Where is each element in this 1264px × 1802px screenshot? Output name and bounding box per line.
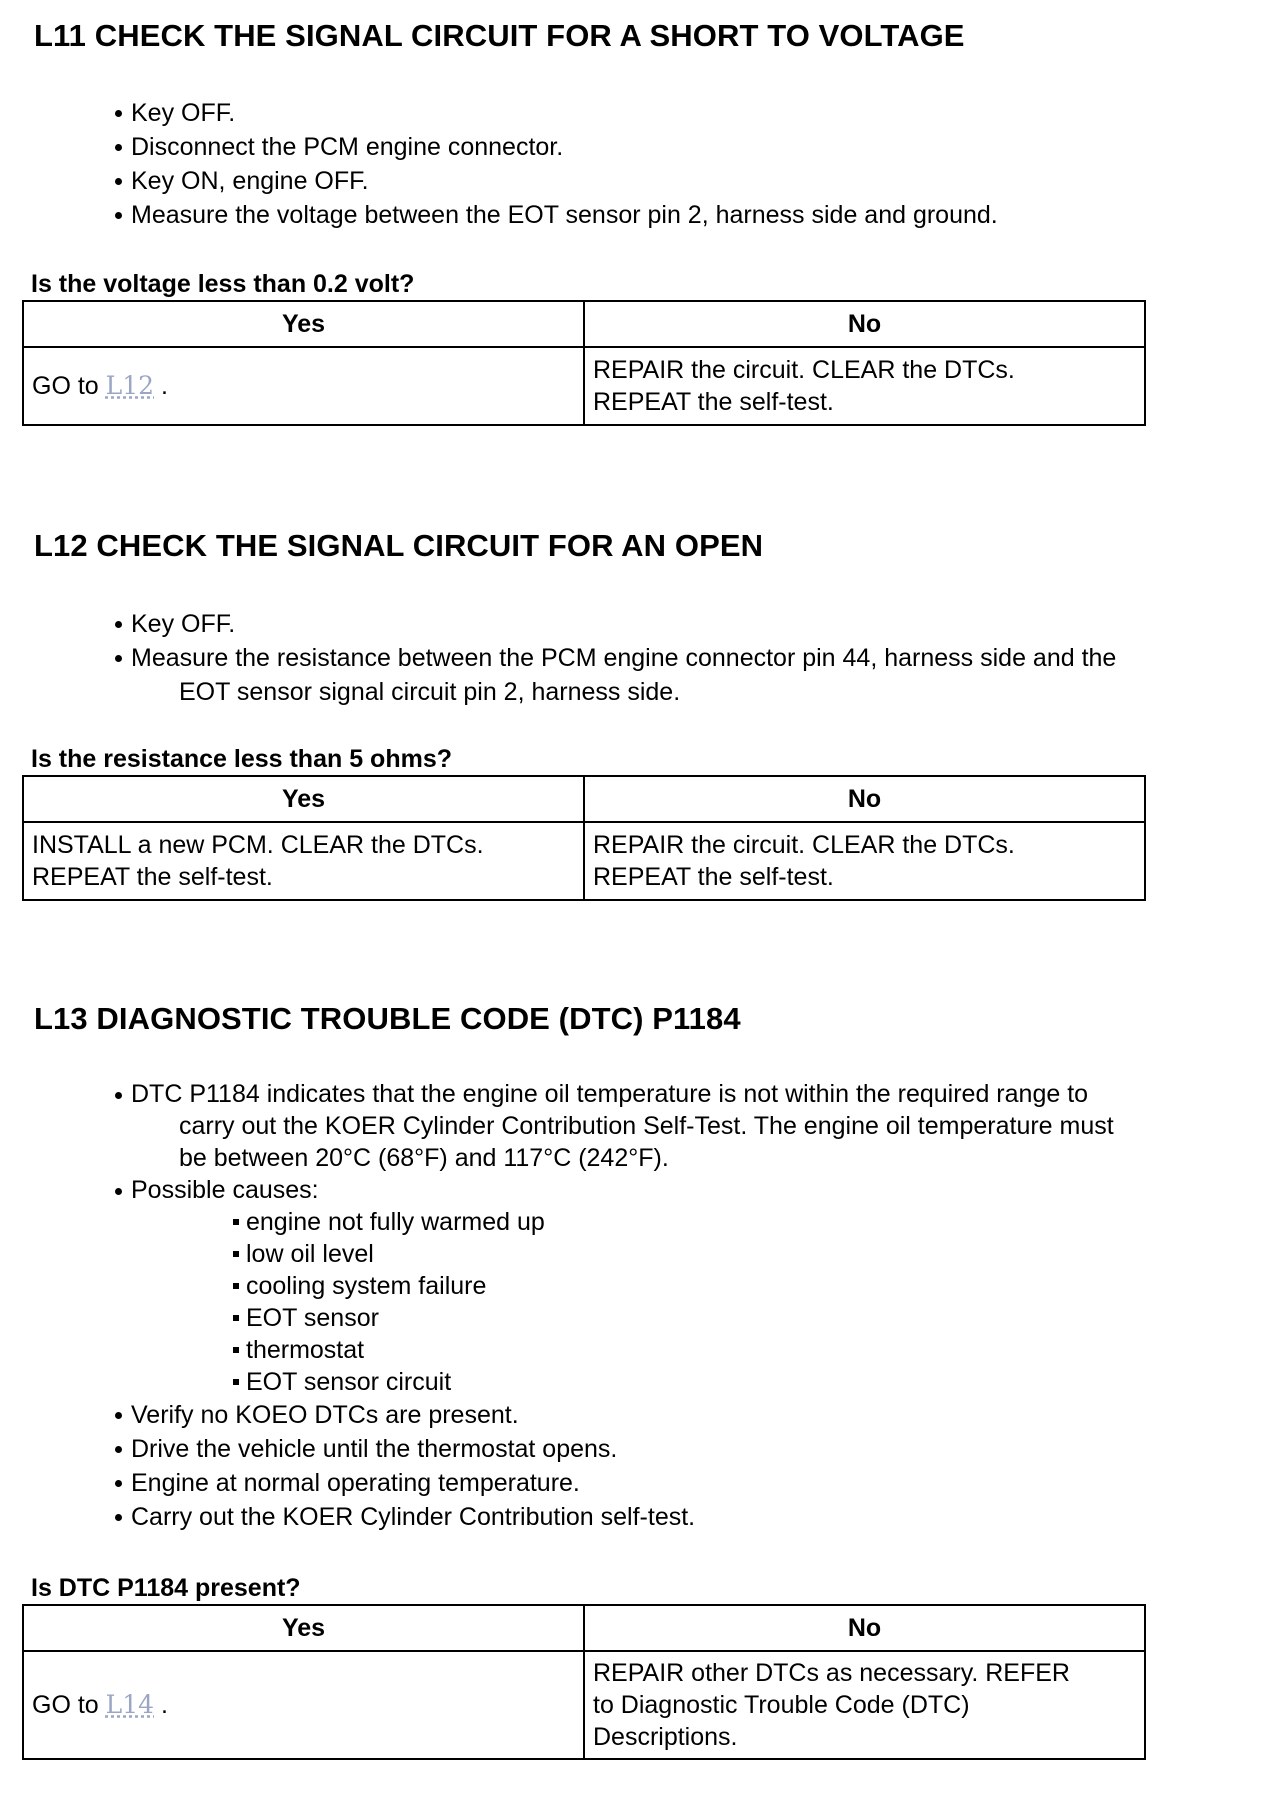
yes-cell: [23, 347, 584, 425]
step-item: [113, 641, 1116, 709]
yes-cell: [23, 1651, 584, 1759]
step-item: [113, 1078, 1114, 1174]
step-item: Drive the vehicle until the thermostat opens.: [113, 1432, 1114, 1466]
yes-prefix: GO to: [32, 372, 99, 400]
yes-suffix: .: [161, 372, 168, 400]
no-line: to Diagnostic Trouble Code (DTC): [593, 1691, 970, 1719]
goto-l14-link[interactable]: L14: [105, 1690, 155, 1719]
step-list-l11: [113, 96, 998, 232]
yes-header: Yes: [23, 776, 584, 822]
step-line-continued: be between 20°C (68°F) and 117°C (242°F).: [179, 1144, 669, 1172]
section-title-l11: L11 CHECK THE SIGNAL CIRCUIT FOR A SHORT TO VOLTAGE: [34, 18, 965, 53]
no-cell: [584, 347, 1145, 425]
step-item: Key OFF.: [113, 96, 998, 130]
table-row: [23, 822, 1145, 900]
cause-item: thermostat: [232, 1334, 1114, 1366]
no-line: REPAIR the circuit. CLEAR the DTCs.: [593, 831, 1015, 859]
goto-l12-link[interactable]: L12: [105, 371, 155, 400]
step-line: Measure the resistance between the PCM engine connector pin 44, harness side and the: [131, 644, 1117, 672]
question-l12: Is the resistance less than 5 ohms?: [31, 745, 452, 773]
section-title-l13: L13 DIAGNOSTIC TROUBLE CODE (DTC) P1184: [34, 1001, 741, 1036]
step-item: [113, 1174, 1114, 1398]
question-l11: Is the voltage less than 0.2 volt?: [31, 270, 415, 298]
question-l13: Is DTC P1184 present?: [31, 1574, 301, 1602]
table-row: [23, 1651, 1145, 1759]
cause-item: EOT sensor: [232, 1302, 1114, 1334]
table-header-row: [23, 776, 1145, 822]
no-line: Descriptions.: [593, 1723, 738, 1751]
section-title-l12: L12 CHECK THE SIGNAL CIRCUIT FOR AN OPEN: [34, 528, 764, 563]
step-item: Disconnect the PCM engine connector.: [113, 130, 998, 164]
causes-list: [131, 1206, 1114, 1398]
step-item: Engine at normal operating temperature.: [113, 1466, 1114, 1500]
yes-line: INSTALL a new PCM. CLEAR the DTCs.: [32, 831, 484, 859]
no-header: No: [584, 776, 1145, 822]
step-item: Key ON, engine OFF.: [113, 164, 998, 198]
step-line-continued: EOT sensor signal circuit pin 2, harness side.: [179, 678, 681, 706]
no-header: No: [584, 1605, 1145, 1651]
cause-item: EOT sensor circuit: [232, 1366, 1114, 1398]
table-row: [23, 347, 1145, 425]
no-line: REPAIR other DTCs as necessary. REFER: [593, 1659, 1070, 1687]
yes-line: REPEAT the self-test.: [32, 863, 273, 891]
step-item: Key OFF.: [113, 607, 1116, 641]
step-item: Carry out the KOER Cylinder Contribution self-test.: [113, 1500, 1114, 1534]
step-line-continued: carry out the KOER Cylinder Contribution Self-Test. The engine oil temperature must: [179, 1112, 1114, 1140]
no-line: REPAIR the circuit. CLEAR the DTCs.: [593, 356, 1015, 384]
cause-item: engine not fully warmed up: [232, 1206, 1114, 1238]
yes-prefix: GO to: [32, 1691, 99, 1719]
step-line: DTC P1184 indicates that the engine oil temperature is not within the required range to: [131, 1080, 1089, 1108]
yes-suffix: .: [161, 1691, 168, 1719]
table-header-row: [23, 301, 1145, 347]
step-item: Verify no KOEO DTCs are present.: [113, 1398, 1114, 1432]
cause-item: low oil level: [232, 1238, 1114, 1270]
causes-label: Possible causes:: [131, 1176, 319, 1204]
result-table-l13: [22, 1604, 1146, 1760]
table-header-row: [23, 1605, 1145, 1651]
step-list-l13: [113, 1078, 1114, 1534]
no-header: No: [584, 301, 1145, 347]
step-list-l12: [113, 607, 1116, 709]
no-cell: [584, 822, 1145, 900]
no-cell: [584, 1651, 1145, 1759]
step-item: Measure the voltage between the EOT sensor pin 2, harness side and ground.: [113, 198, 998, 232]
cause-item: cooling system failure: [232, 1270, 1114, 1302]
result-table-l11: [22, 300, 1146, 426]
result-table-l12: [22, 775, 1146, 901]
yes-cell: [23, 822, 584, 900]
yes-header: Yes: [23, 1605, 584, 1651]
no-line: REPEAT the self-test.: [593, 388, 834, 416]
no-line: REPEAT the self-test.: [593, 863, 834, 891]
yes-header: Yes: [23, 301, 584, 347]
